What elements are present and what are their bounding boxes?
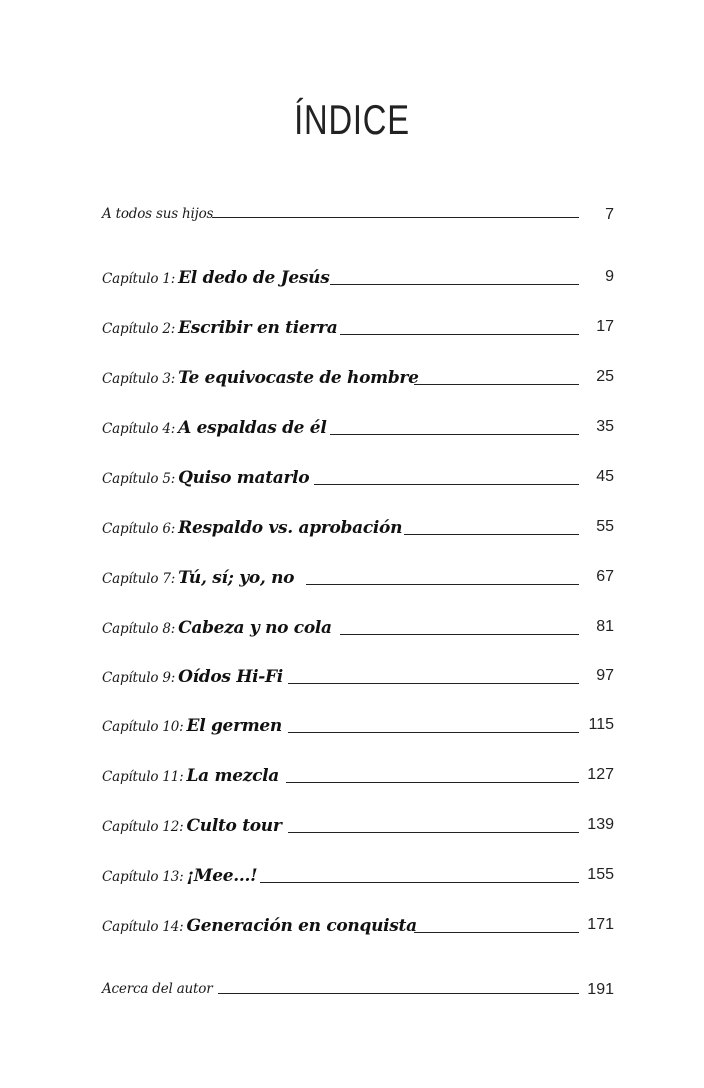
chapter-title: Culto tour xyxy=(186,816,282,836)
leader-line xyxy=(306,584,579,585)
toc-page-number: 191 xyxy=(587,981,614,998)
toc-page-number: 97 xyxy=(596,667,614,684)
toc-entry-chapter-6 xyxy=(102,518,614,548)
leader-line xyxy=(212,217,579,218)
toc-entry-intro xyxy=(102,206,614,236)
toc-entry-chapter-7 xyxy=(102,568,614,598)
leader-line xyxy=(286,782,579,783)
chapter-prefix: Capítulo 2: xyxy=(102,321,176,337)
chapter-prefix: Capítulo 6: xyxy=(102,521,176,537)
chapter-prefix: Capítulo 9: xyxy=(102,670,176,686)
leader-line xyxy=(288,683,579,684)
chapter-title: Respaldo vs. aprobación xyxy=(178,518,403,538)
chapter-prefix: Capítulo 1: xyxy=(102,271,176,287)
leader-line xyxy=(288,832,579,833)
chapter-title: El dedo de Jesús xyxy=(178,268,330,288)
toc-page-number: 139 xyxy=(587,816,614,833)
leader-line xyxy=(404,534,579,535)
leader-line xyxy=(314,484,579,485)
chapter-title: Te equivocaste de hombre xyxy=(178,368,419,388)
toc-page-number: 171 xyxy=(587,916,614,933)
chapter-prefix: Capítulo 12: xyxy=(102,819,184,835)
leader-line xyxy=(330,284,579,285)
leader-line xyxy=(340,634,579,635)
chapter-prefix: Capítulo 7: xyxy=(102,571,176,587)
toc-page-number: 45 xyxy=(596,468,614,485)
leader-line xyxy=(218,993,579,994)
toc-page-number: 81 xyxy=(596,618,614,635)
leader-line xyxy=(414,384,579,385)
toc-entry-chapter-12 xyxy=(102,816,614,846)
toc-page-number: 67 xyxy=(596,568,614,585)
toc-entry-about xyxy=(102,981,614,1011)
leader-line xyxy=(330,434,579,435)
chapter-prefix: Capítulo 3: xyxy=(102,371,176,387)
toc-entry-chapter-8 xyxy=(102,618,614,648)
chapter-title: Oídos Hi-Fi xyxy=(178,667,283,687)
toc-entry-chapter-10 xyxy=(102,716,614,746)
chapter-title: ¡Mee...! xyxy=(186,866,258,886)
toc-entry-label: A todos sus hijos xyxy=(102,206,214,222)
toc-entry-label: Acerca del autor xyxy=(102,981,213,997)
toc-page-number: 115 xyxy=(588,716,614,733)
toc-page-number: 7 xyxy=(605,206,614,223)
toc-entry-chapter-11 xyxy=(102,766,614,796)
chapter-title: A espaldas de él xyxy=(178,418,327,438)
chapter-title: Generación en conquista xyxy=(186,916,417,936)
toc-entry-chapter-14 xyxy=(102,916,614,946)
leader-line xyxy=(414,932,579,933)
chapter-title: La mezcla xyxy=(186,766,279,786)
chapter-title: Escribir en tierra xyxy=(178,318,338,338)
toc-page-number: 127 xyxy=(587,766,614,783)
toc-entry-chapter-13 xyxy=(102,866,614,896)
chapter-prefix: Capítulo 5: xyxy=(102,471,176,487)
chapter-prefix: Capítulo 11: xyxy=(102,769,184,785)
toc-page-number: 9 xyxy=(605,268,614,285)
toc-page-number: 55 xyxy=(596,518,614,535)
chapter-prefix: Capítulo 13: xyxy=(102,869,184,885)
leader-line xyxy=(288,732,579,733)
toc-entry-chapter-1 xyxy=(102,268,614,298)
chapter-title: Tú, sí; yo, no xyxy=(178,568,295,588)
toc-page-number: 35 xyxy=(596,418,614,435)
leader-line xyxy=(260,882,579,883)
toc-entry-chapter-2 xyxy=(102,318,614,348)
chapter-title: Cabeza y no cola xyxy=(178,618,332,638)
leader-line xyxy=(340,334,579,335)
toc-page-number: 25 xyxy=(596,368,614,385)
toc-entry-chapter-3 xyxy=(102,368,614,398)
toc-entry-chapter-4 xyxy=(102,418,614,448)
chapter-prefix: Capítulo 4: xyxy=(102,421,176,437)
toc-page-number: 155 xyxy=(587,866,614,883)
toc-entry-chapter-9 xyxy=(102,667,614,697)
chapter-prefix: Capítulo 14: xyxy=(102,919,184,935)
chapter-prefix: Capítulo 10: xyxy=(102,719,184,735)
chapter-title: Quiso matarlo xyxy=(178,468,310,488)
toc-page-number: 17 xyxy=(596,318,614,335)
chapter-prefix: Capítulo 8: xyxy=(102,621,176,637)
chapter-title: El germen xyxy=(186,716,282,736)
toc-entry-chapter-5 xyxy=(102,468,614,498)
page-title: ÍNDICE xyxy=(294,96,410,143)
